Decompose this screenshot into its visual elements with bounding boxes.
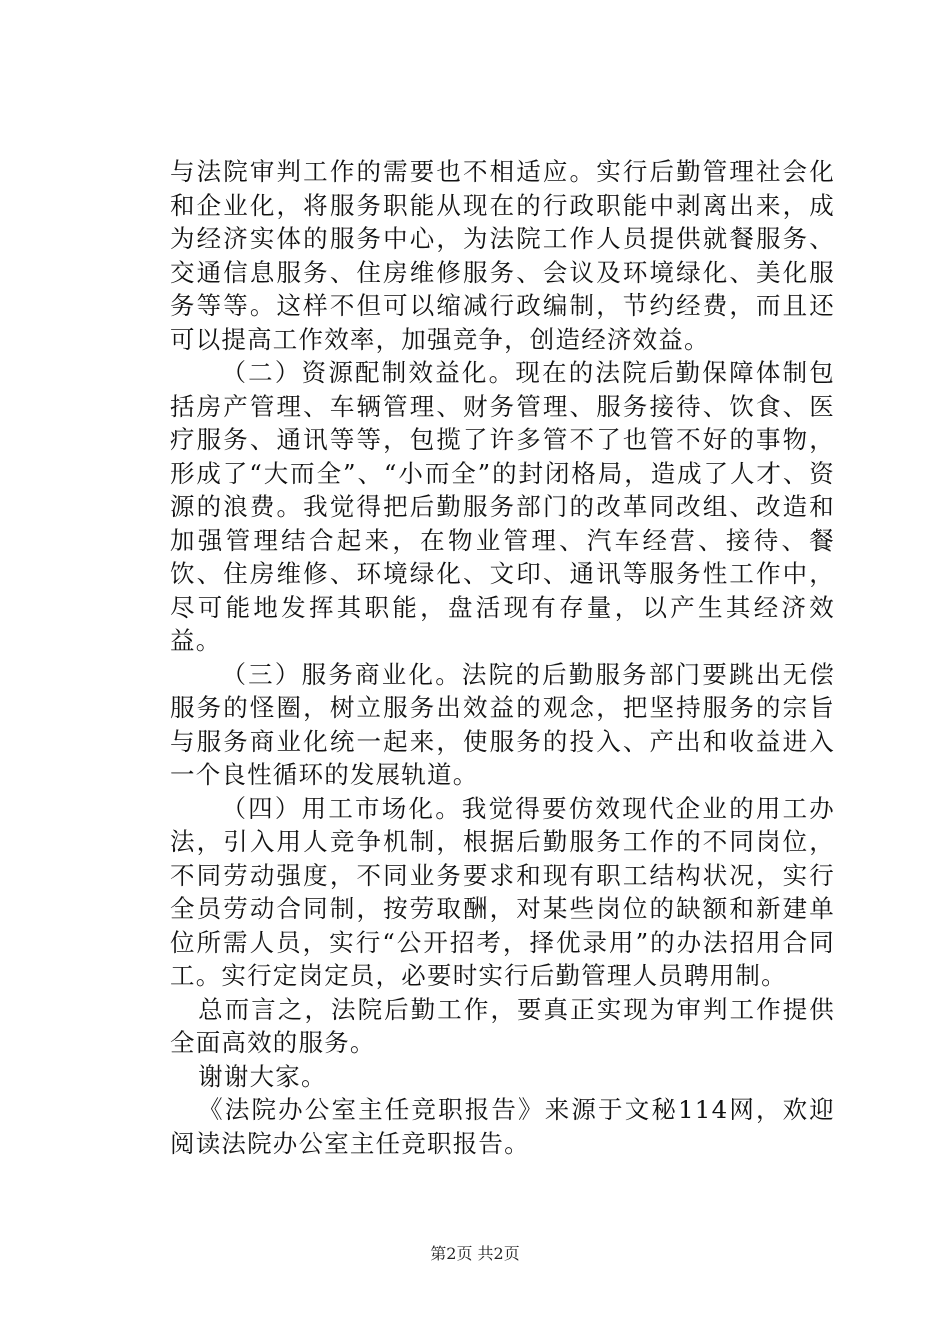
paragraph-thanks: 谢谢大家。 [198,1061,327,1091]
paragraph-conclusion: 总而言之，法院后勤工作，要真正实现为审判工作提供全面高效的服务。 [170,994,835,1057]
paragraph-employment-marketization: （四）用工市场化。我觉得要仿效现代企业的用工办法，引入用人竞争机制，根据后勤服务工作的不同岗位，不同劳动强度，不同业务要求和现有职工结构状况，实行全员劳动合同制，按劳取酬，对某些岗位的缺额和新建单位所需人员，实行“公开招考，择优录用”的办法招用合同工。实行定岗定员，必要时实行后勤管理人员聘用制。 [170,793,835,990]
paragraph-resource-allocation: （二）资源配制效益化。现在的法院后勤保障体制包括房产管理、车辆管理、财务管理、服务接待、饮食、医疗服务、通讯等等，包揽了许多管不了也管不好的事物，形成了“大而全”、“小而全”的封闭格局，造成了人才、资源的浪费。我觉得把后勤服务部门的改革同改组、改造和加强管理结合起来，在物业管理、汽车经营、接待、餐饮、住房维修、环境绿化、文印、通讯等服务性工作中，尽可能地发挥其职能，盘活现有存量，以产生其经济效益。 [170,358,835,655]
paragraph-source-note: 《法院办公室主任竞职报告》来源于文秘114网，欢迎阅读法院办公室主任竞职报告。 [170,1095,835,1158]
page-number-footer: 第2页 共2页 [430,1244,520,1263]
paragraph-continuation: 与法院审判工作的需要也不相适应。实行后勤管理社会化和企业化，将服务职能从现在的行政职能中剥离出来，成为经济实体的服务中心，为法院工作人员提供就餐服务、交通信息服务、住房维修服务、会议及环境绿化、美化服务等等。这样不但可以缩减行政编制，节约经费，而且还可以提高工作效率，加强竞争，创造经济效益。 [170,157,835,354]
document-body [170,155,835,1160]
paragraph-service-commercialization: （三）服务商业化。法院的后勤服务部门要跳出无偿服务的怪圈，树立服务出效益的观念，把坚持服务的宗旨与服务商业化统一起来，使服务的投入、产出和收益进入一个良性循环的发展轨道。 [170,659,835,789]
